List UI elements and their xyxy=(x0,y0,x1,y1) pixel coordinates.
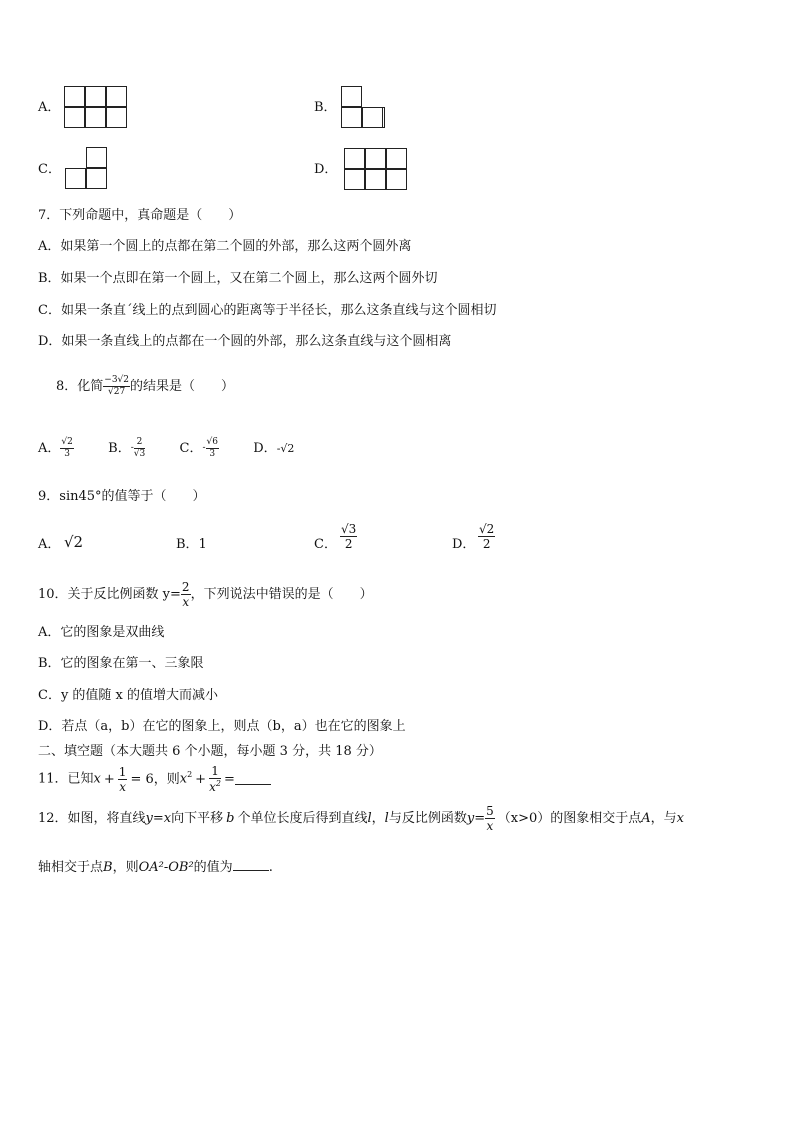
q8-option-c-num: √6 xyxy=(206,437,218,447)
q7-option-c: C．如果一条直ˊ线上的点到圆心的距离等于半径长，那么这条直线与这个圆相切 xyxy=(38,303,497,318)
q8-option-b-num: 2 xyxy=(134,438,145,449)
q9-option-c-label: C． xyxy=(314,537,337,552)
q8-option-a-fraction xyxy=(60,438,73,459)
q11-f2-num: 1 xyxy=(209,765,221,779)
q12-period: . xyxy=(268,860,273,875)
q11-equals: = 6，则 xyxy=(130,771,180,787)
q7-stem: 7．下列命题中，真命题是（ ） xyxy=(38,208,242,223)
q8-fraction-numerator: −3√2 xyxy=(104,375,130,385)
q10-den: x xyxy=(182,595,190,609)
q12-x: x xyxy=(676,811,684,826)
q9-option-c-den: 2 xyxy=(344,537,353,551)
q12-text-b: 向下平移 xyxy=(171,811,224,826)
q12-expression: OA²-OB² xyxy=(138,860,194,875)
q10-num: 2 xyxy=(181,580,190,594)
q11-stem xyxy=(38,765,271,793)
q8-option-c-den: 3 xyxy=(209,449,216,459)
q11-f1-num: 1 xyxy=(118,764,127,779)
q8-fraction xyxy=(103,376,130,397)
q8-option-c-fraction xyxy=(206,438,219,459)
q10-option-c: C．y 的值随 x 的值增大而减小 xyxy=(38,688,219,703)
q11-fraction-1 xyxy=(118,766,128,793)
q9-option-c-fraction xyxy=(340,523,357,550)
q12-point-a: A xyxy=(641,811,651,826)
q12-text-d: 与反比例函数 xyxy=(388,811,467,826)
q12-yeq: y= xyxy=(466,811,486,826)
q10-prefix: 10．关于反比例函数 y= xyxy=(38,587,181,602)
q12-fraction xyxy=(485,805,495,832)
q8-option-b-den: √3 xyxy=(133,449,146,459)
q12-b: b xyxy=(226,811,235,826)
q8-option-a-den: 3 xyxy=(64,449,70,459)
q9-stem: 9．sin45°的值等于（ ） xyxy=(38,489,206,504)
q11-f1-den: x xyxy=(119,779,126,794)
section-fill-in-heading: 二、填空题（本大题共 6 个小题，每小题 3 分，共 18 分） xyxy=(38,744,382,759)
q8-option-c-sign: - xyxy=(202,443,206,453)
q11-f2-den-squared: 2 xyxy=(215,779,221,788)
q9-option-d-label: D． xyxy=(452,537,476,552)
q12-text-c: 个单位长度后得到直线 xyxy=(237,811,368,826)
q10-option-b: B．它的图象在第一、三象限 xyxy=(38,656,204,671)
q8-option-b-fraction xyxy=(134,438,145,459)
q11-prefix: 11．已知 xyxy=(38,771,94,787)
q6-option-c-label: C． xyxy=(38,162,61,177)
q9-option-d-num: √2 xyxy=(479,522,495,536)
q7-option-b: B．如果一个点即在第一个圆上，又在第二个圆上，那么这两个圆外切 xyxy=(38,271,438,286)
q9-option-a-value: √2 xyxy=(64,533,84,551)
q8-option-d-value: -√2 xyxy=(276,442,295,455)
q10-option-d: D．若点（a，b）在它的图象上，则点（b，a）也在它的图象上 xyxy=(38,719,406,734)
q6-option-d-label: D． xyxy=(314,162,338,177)
q6-option-a-label: A． xyxy=(38,100,61,115)
q9-option-a-label: A． xyxy=(38,537,61,552)
q6-option-b-label: B． xyxy=(314,100,337,115)
q12-point-b: B xyxy=(103,860,113,875)
q12-text-h: 的值为 xyxy=(193,860,233,875)
q11-plus-2: + xyxy=(195,771,207,787)
q8-option-a-label: A． xyxy=(38,441,61,456)
q10-fraction xyxy=(181,581,191,608)
q6-figure-b xyxy=(341,86,385,129)
q12-l: l xyxy=(367,811,372,826)
q8-suffix: 的结果是（ ） xyxy=(130,379,235,394)
q12-answer-blank xyxy=(233,869,269,871)
q8-option-b-label: B． xyxy=(108,441,131,456)
q7-option-a: A．如果第一个圆上的点都在第二个圆的外部，那么这两个圆外离 xyxy=(38,239,412,254)
q6-figure-d xyxy=(344,148,408,191)
q8-options xyxy=(38,438,294,459)
q8-option-b-sign: - xyxy=(130,443,134,453)
q8-option-d-label: D． xyxy=(253,441,277,456)
q11-fraction-2 xyxy=(209,765,221,793)
q9-option-d-den: 2 xyxy=(482,537,491,551)
q12-text-a: 12．如图，将直线 xyxy=(38,811,146,826)
q11-answer-blank xyxy=(235,783,271,785)
q12-line-2 xyxy=(38,861,273,874)
q11-f2-den xyxy=(209,779,221,793)
q12-l-2: l xyxy=(384,811,389,826)
q11-equals-2: = xyxy=(223,771,235,787)
q11-x2: x xyxy=(179,771,188,787)
q12-text-f: 轴相交于点 xyxy=(38,860,104,875)
q8-stem xyxy=(56,376,234,397)
q12-text-e: ，与 xyxy=(650,811,677,826)
q12-f-num: 5 xyxy=(486,804,494,818)
q11-plus: + xyxy=(103,771,115,787)
q11-squared: 2 xyxy=(187,770,193,780)
q7-option-d: D．如果一条直线上的点都在一个圆的外部，那么这条直线与这个圆相离 xyxy=(38,334,452,349)
q12-comma: ， xyxy=(371,811,385,826)
q9-option-d-fraction xyxy=(478,523,495,550)
q10-option-a: A．它的图象是双曲线 xyxy=(38,625,165,640)
q6-figure-c xyxy=(65,147,109,190)
q9-option-c-num: √3 xyxy=(341,522,357,536)
q10-stem xyxy=(38,581,373,608)
q12-condition: （x>0）的图象相交于点 xyxy=(497,811,642,826)
q8-option-a-num: √2 xyxy=(61,437,73,447)
q8-fraction-denominator: √27 xyxy=(108,387,126,397)
q8-option-c-label: C． xyxy=(179,441,203,456)
q12-line-1 xyxy=(38,805,684,832)
q12-text-g: ，则 xyxy=(112,860,139,875)
q11-x: x xyxy=(93,771,101,787)
q11-f2-den-x: x xyxy=(209,780,216,794)
q12-f-den: x xyxy=(486,819,494,833)
q12-line-yx: y=x xyxy=(145,811,172,826)
q10-suffix: ，下列说法中错误的是（ ） xyxy=(190,587,373,602)
q9-option-b: B．1 xyxy=(176,537,207,552)
q8-prefix: 8．化简 xyxy=(56,379,104,394)
q6-figure-a xyxy=(64,86,130,129)
